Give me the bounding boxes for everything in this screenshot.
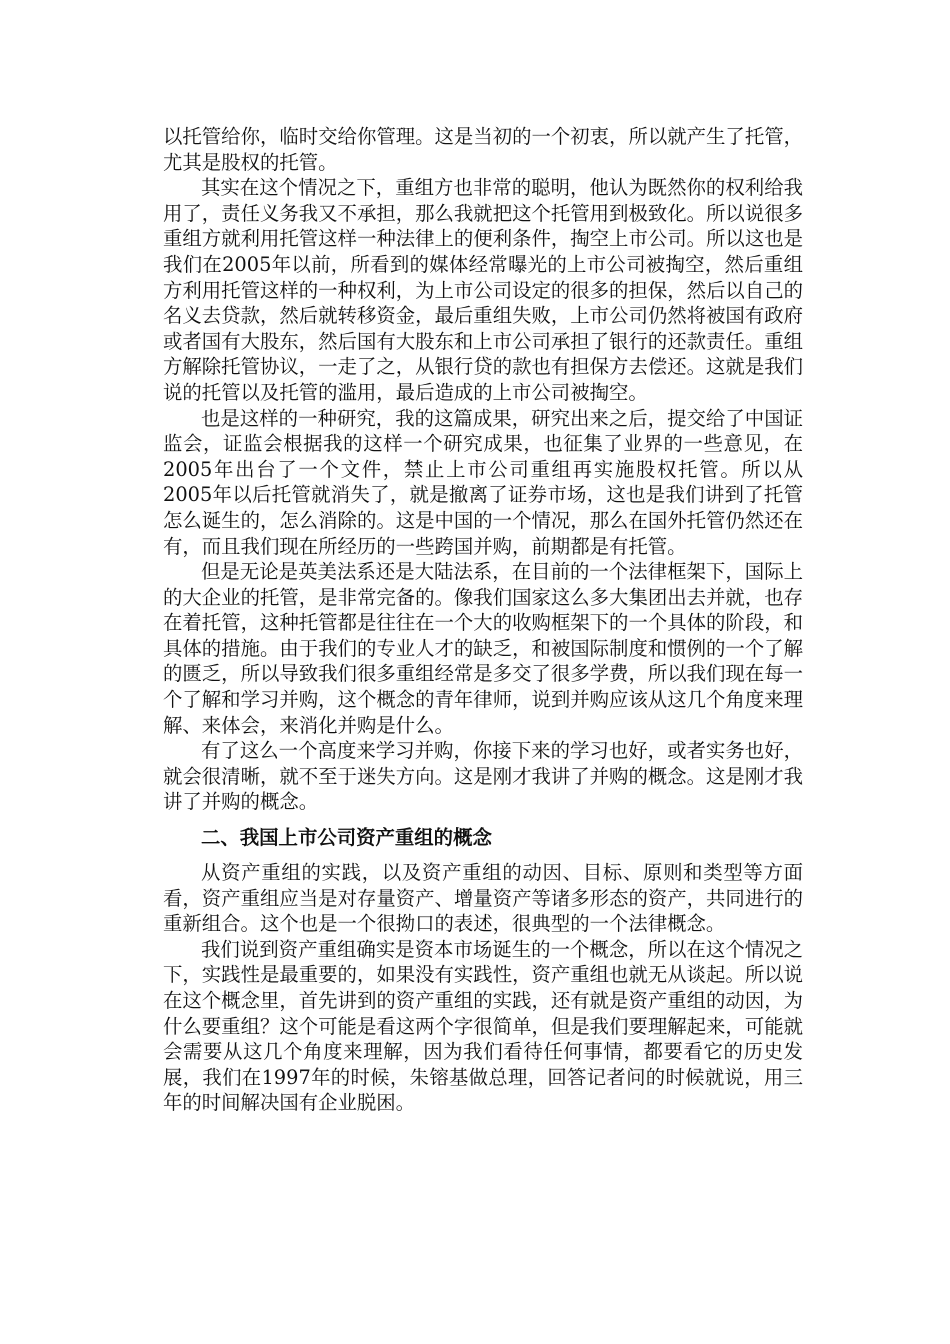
- section-heading: 二、我国上市公司资产重组的概念: [201, 826, 492, 850]
- paragraph-1: 以托管给你，临时交给你管理。这是当初的一个初衷，所以就产生了托管，尤其是股权的托管。: [163, 125, 803, 174]
- paragraph-5: 有了这么一个高度来学习并购，你接下来的学习也好，或者实务也好，就会很清晰，就不至于迷失方向。这是刚才我讲了并购的概念。这是刚才我讲了并购的概念。: [163, 739, 803, 814]
- paragraph-4: 但是无论是英美法系还是大陆法系，在目前的一个法律框架下，国际上的大企业的托管，是非常完备的。像我们国家这么多大集团出去并就，也存在着托管，这种托管都是往往在一个大的收购框架下的一个具体的阶段，和具体的措施。由于我们的专业人才的缺乏，和被国际制度和惯例的一个了解的匮乏，所以导致我们很多重组经常是多交了很多学费，所以我们现在每一个了解和学习并购，这个概念的青年律师，说到并购应该从这几个角度来理解、来体会，来消化并购是什么。: [163, 560, 803, 737]
- paragraph-3: 也是这样的一种研究，我的这篇成果，研究出来之后，提交给了中国证监会，证监会根据我的这样一个研究成果，也征集了业界的一些意见，在2005年出台了一个文件，禁止上市公司重组再实施股权托管。所以从2005年以后托管就消失了，就是撤离了证券市场，这也是我们讲到了托管怎么诞生的，怎么消除的。这是中国的一个情况，那么在国外托管仍然还在有，而且我们现在所经历的一些跨国并购，前期都是有托管。: [163, 406, 803, 558]
- document-body: [163, 124, 803, 1116]
- paragraph-7: 我们说到资产重组确实是资本市场诞生的一个概念，所以在这个情况之下，实践性是最重要的，如果没有实践性，资产重组也就无从谈起。所以说在这个概念里，首先讲到的资产重组的实践，还有就是资产重组的动因，为什么要重组？这个可能是看这两个字很简单，但是我们要理解起来，可能就会需要从这几个角度来理解，因为我们看待任何事情，都要看它的历史发展，我们在1997年的时候，朱镕基做总理，回答记者问的时候就说，用三年的时间解决国有企业脱困。: [163, 937, 803, 1115]
- paragraph-2: 其实在这个情况之下，重组方也非常的聪明，他认为既然你的权利给我用了，责任义务我又不承担，那么我就把这个托管用到极致化。所以说很多重组方就利用托管这样一种法律上的便利条件，掏空上市公司。所以这也是我们在2005年以前，所看到的媒体经常曝光的上市公司被掏空，然后重组方利用托管这样的一种权利，为上市公司设定的很多的担保，然后以自己的名义去贷款，然后就转移资金，最后重组失败，上市公司仍然将被国有政府或者国有大股东，然后国有大股东和上市公司承担了银行的还款责任。重组方解除托管协议，一走了之，从银行贷的款也有担保方去偿还。这就是我们说的托管以及托管的滥用，最后造成的上市公司被掏空。: [163, 176, 803, 404]
- paragraph-6: 从资产重组的实践，以及资产重组的动因、目标、原则和类型等方面看，资产重组应当是对存量资产、增量资产等诸多形态的资产，共同进行的重新组合。这个也是一个很拗口的表述，很典型的一个法律概念。: [163, 861, 803, 936]
